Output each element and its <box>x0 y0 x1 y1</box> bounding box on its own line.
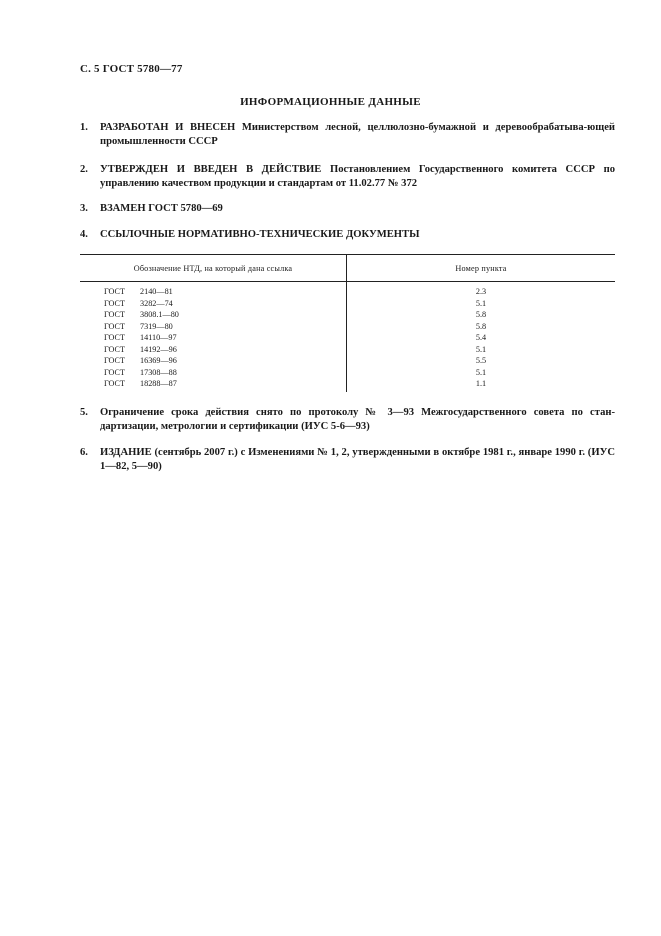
item-text <box>100 163 615 191</box>
document-designation-cell <box>80 321 347 333</box>
item-text <box>100 121 615 149</box>
item-body: (сентябрь 2007 г.) с Изменениями № 1, 2, утвержденными в октябре 1981 г., январе 1990 г. (ИУС 1—82, 5—90) <box>100 447 615 472</box>
item-lead: ВЗАМЕН ГОСТ 5780—69 <box>100 203 223 214</box>
document-number: 18288—87 <box>140 379 177 388</box>
document-number: 2140—81 <box>140 287 173 296</box>
info-item-4 <box>80 228 615 242</box>
table-header-row <box>80 255 615 282</box>
item-number: 4. <box>80 229 88 240</box>
reference-documents-table <box>80 254 615 392</box>
document-designation-cell <box>80 309 347 321</box>
document-number: 3282—74 <box>140 298 173 308</box>
table-row <box>80 367 615 379</box>
item-lead: УТВЕРЖДЕН И ВВЕДЕН В ДЕЙСТВИЕ <box>100 164 322 175</box>
item-text <box>100 202 615 216</box>
item-number: 6. <box>80 447 88 458</box>
clause-number-cell: 5.1 <box>475 367 487 377</box>
info-item-3 <box>80 202 615 216</box>
page-header: С. 5 ГОСТ 5780—77 <box>80 63 183 75</box>
clause-number-cell: 5.1 <box>475 298 487 308</box>
info-item-5 <box>80 406 615 434</box>
document-designation-cell <box>80 355 347 367</box>
document-designation-cell <box>80 367 347 379</box>
table-row <box>80 298 615 310</box>
table-body <box>80 282 615 392</box>
document-number: 14110—97 <box>140 333 177 342</box>
clause-number-cell: 1.1 <box>475 379 487 388</box>
column-header-document: Обозначение НТД, на который дана ссылка <box>80 255 347 282</box>
info-item-1 <box>80 121 615 149</box>
standard-prefix: ГОСТ <box>104 356 126 365</box>
clause-number-cell: 5.4 <box>475 333 487 342</box>
table-row <box>80 309 615 321</box>
document-designation-cell <box>80 332 347 344</box>
item-body: Ограничение срока действия снято по протоколу № 3—93 Межгосударственного совета по стан-дартизации, метрологии и сертификации (ИУС 5-6—93) <box>100 407 615 432</box>
item-text <box>100 228 615 242</box>
item-body: Министерством лесной, целлюлозно-бумажной и деревообрабатыва-ющей промышленности СССР <box>100 122 615 147</box>
clause-number-cell: 5.8 <box>475 310 487 319</box>
table-row <box>80 344 615 356</box>
item-number: 1. <box>80 122 88 133</box>
standard-prefix: ГОСТ <box>104 344 126 354</box>
item-lead: ССЫЛОЧНЫЕ НОРМАТИВНО-ТЕХНИЧЕСКИЕ ДОКУМЕНТЫ <box>100 229 420 240</box>
standard-prefix: ГОСТ <box>104 298 126 308</box>
document-number: 14192—96 <box>140 344 177 354</box>
standard-prefix: ГОСТ <box>104 379 126 388</box>
document-number: 3808.1—80 <box>140 310 179 319</box>
document-number: 7319—80 <box>140 321 173 331</box>
document-title: ИНФОРМАЦИОННЫЕ ДАННЫЕ <box>240 96 421 108</box>
info-item-2 <box>80 163 615 191</box>
info-item-6 <box>80 446 615 474</box>
clause-number-cell: 5.1 <box>475 344 487 354</box>
standard-prefix: ГОСТ <box>104 310 126 319</box>
item-number: 5. <box>80 407 88 418</box>
item-lead: ИЗДАНИЕ <box>100 447 152 458</box>
document-number: 17308—88 <box>140 367 177 377</box>
item-body: Постановлением Государственного комитета СССР по управлению качеством продукции и стандартам от 11.02.77 № 372 <box>100 164 615 189</box>
clause-number-cell: 5.5 <box>475 356 487 365</box>
table-row <box>80 355 615 367</box>
clause-number-cell: 5.8 <box>475 321 487 331</box>
standard-prefix: ГОСТ <box>104 333 126 342</box>
item-number: 2. <box>80 164 88 175</box>
document-designation-cell <box>80 378 347 392</box>
document-designation-cell <box>80 298 347 310</box>
table-row <box>80 332 615 344</box>
standard-prefix: ГОСТ <box>104 367 126 377</box>
item-lead: РАЗРАБОТАН И ВНЕСЕН <box>100 122 236 133</box>
table-row <box>80 378 615 392</box>
item-text <box>100 446 615 474</box>
document-designation-cell <box>80 282 347 298</box>
standard-prefix: ГОСТ <box>104 287 126 296</box>
table-row <box>80 321 615 333</box>
column-header-clause: Номер пункта <box>347 255 616 282</box>
clause-number-cell: 2.3 <box>475 287 487 296</box>
item-text <box>100 406 615 434</box>
table-row <box>80 282 615 298</box>
document-number: 16369—96 <box>140 356 177 365</box>
standard-prefix: ГОСТ <box>104 321 126 331</box>
document-designation-cell <box>80 344 347 356</box>
item-number: 3. <box>80 203 88 214</box>
